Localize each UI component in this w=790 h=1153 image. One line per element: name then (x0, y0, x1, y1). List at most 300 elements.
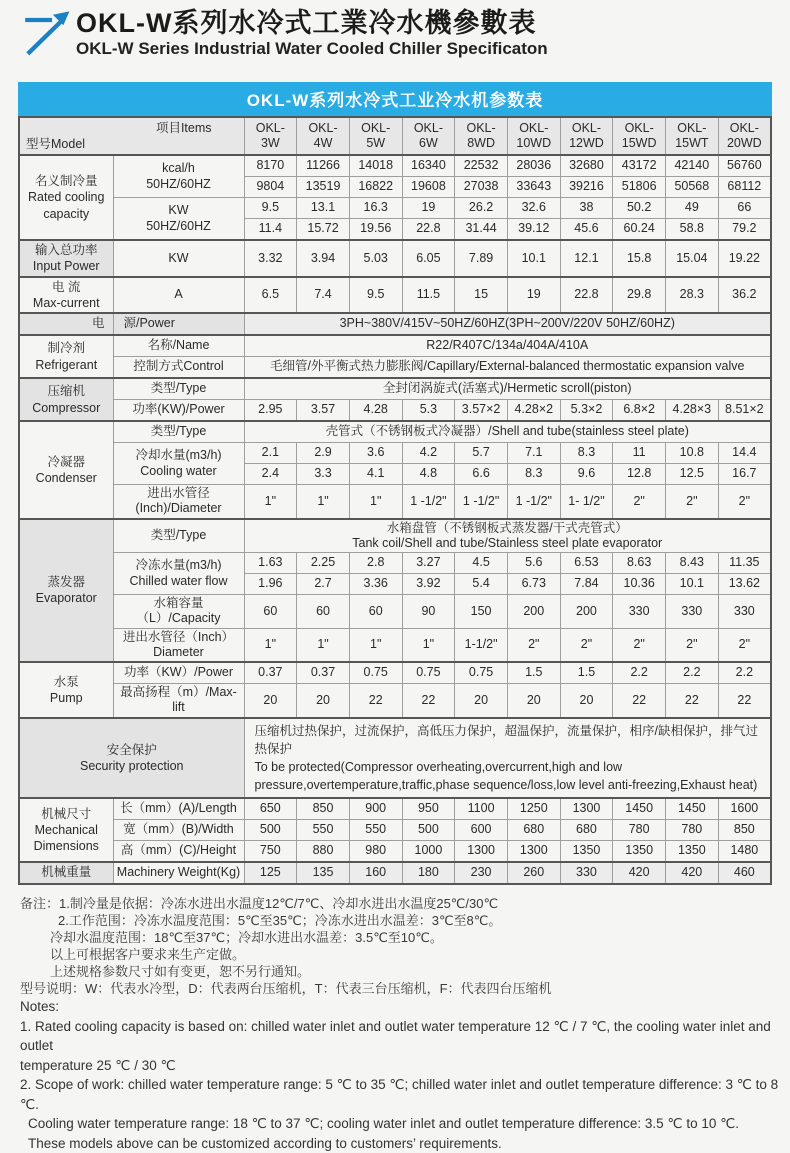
spec-value: 22 (349, 684, 402, 718)
page-header (0, 0, 790, 70)
section-pump (19, 662, 113, 718)
corner-model-label: 型号Model (26, 137, 85, 152)
spec-value: 6.73 (507, 574, 560, 595)
spec-value: 135 (297, 862, 350, 884)
spec-value: 42140 (666, 155, 719, 177)
section-label-zh: 压缩机 (22, 383, 111, 399)
spec-value: 49 (666, 198, 719, 219)
note-line: 型号说明：W：代表水冷型，D：代表两台压缩机，T：代表三台压缩机，F：代表四台压缩机 (20, 980, 790, 997)
section-power-supply: 电 (19, 313, 113, 335)
spec-value: 39.12 (507, 219, 560, 241)
spec-value: 13519 (297, 177, 350, 198)
spec-value: 13.1 (297, 198, 350, 219)
model-line2: 6W (419, 136, 438, 150)
spec-value: 32680 (560, 155, 613, 177)
spec-value: 6.6 (455, 464, 508, 485)
spec-value: 1600 (718, 798, 771, 820)
table-row (19, 718, 771, 799)
table-row (19, 198, 771, 219)
spec-value: 7.84 (560, 574, 613, 595)
section-compressor (19, 378, 113, 421)
evap-type-en: Tank coil/Shell and tube/Stainless steel plate evaporator (247, 536, 769, 551)
spec-value: 22532 (455, 155, 508, 177)
spec-value: 1" (244, 628, 297, 662)
spec-value: 9.5 (244, 198, 297, 219)
spec-value: 1000 (402, 841, 455, 863)
spec-value: 12.8 (613, 464, 666, 485)
spec-value: 8.51×2 (718, 400, 771, 422)
table-row (19, 862, 771, 884)
spec-value: 5.3×2 (560, 400, 613, 422)
spec-value: 5.3 (402, 400, 455, 422)
table-row (19, 313, 771, 335)
spec-value: 200 (507, 595, 560, 629)
spec-value: 13.62 (718, 574, 771, 595)
item-line2: Diameter (116, 645, 242, 660)
spec-value: 45.6 (560, 219, 613, 241)
item-cooling-water (113, 443, 244, 485)
model-line2: 15WD (622, 136, 657, 150)
spec-value: 15 (455, 277, 508, 314)
section-label-en: Max-current (22, 295, 111, 311)
spec-value: 2" (666, 628, 719, 662)
table-row (19, 798, 771, 820)
spec-value: 10.1 (507, 240, 560, 277)
model-line1: OKL- (519, 121, 548, 135)
spec-value: 420 (666, 862, 719, 884)
spec-value: 230 (455, 862, 508, 884)
item-line2: 50HZ/60HZ (116, 177, 242, 192)
item-line1: 进出水管径 (116, 486, 242, 501)
section-label-zh: 电 流 (22, 279, 111, 295)
security-en1: To be protected(Compressor overheating,overcurrent,high and low (255, 758, 761, 776)
spec-value: 1" (349, 485, 402, 519)
table-row (19, 421, 771, 443)
spec-value: 10.36 (613, 574, 666, 595)
spec-value: 3.6 (349, 443, 402, 464)
section-refrigerant (19, 335, 113, 378)
model-line1: OKL- (361, 121, 390, 135)
spec-value: 8170 (244, 155, 297, 177)
item-line1: 冷却水量(m3/h) (116, 448, 242, 463)
spec-value: 4.28×3 (666, 400, 719, 422)
table-row (19, 400, 771, 422)
spec-table (18, 116, 772, 885)
spec-value: 16822 (349, 177, 402, 198)
section-label-zh: 冷凝器 (22, 454, 111, 470)
spec-value: 3.27 (402, 553, 455, 574)
brand-arrow-icon (20, 8, 72, 58)
spec-value: 12.5 (666, 464, 719, 485)
spec-value: 7.4 (297, 277, 350, 314)
spec-value: 180 (402, 862, 455, 884)
spec-value: 2.4 (244, 464, 297, 485)
section-label-zh: 制冷剂 (22, 340, 111, 356)
table-row (19, 519, 771, 553)
spec-value: 7.89 (455, 240, 508, 277)
spec-value: 38 (560, 198, 613, 219)
section-dimensions (19, 798, 113, 862)
section-condenser (19, 421, 113, 519)
spec-value: 2" (507, 628, 560, 662)
spec-value: 550 (349, 820, 402, 841)
spec-value: 5.6 (507, 553, 560, 574)
spec-value: 11.4 (244, 219, 297, 241)
spec-value: 1 -1/2" (507, 485, 560, 519)
spec-value: 1.5 (507, 662, 560, 684)
spec-value: 2.9 (297, 443, 350, 464)
section-label-en: Pump (22, 690, 111, 706)
spec-value: 20 (297, 684, 350, 718)
spec-value: 3.36 (349, 574, 402, 595)
section-label-en: Mechanical Dimensions (22, 822, 111, 855)
section-label-zh: 机械尺寸 (22, 806, 111, 822)
spec-value: 6.53 (560, 553, 613, 574)
spec-value: 66 (718, 198, 771, 219)
spec-value: 2" (613, 485, 666, 519)
model-header (666, 117, 719, 155)
spec-value: 1350 (560, 841, 613, 863)
section-label-zh: 名义制冷量 (22, 173, 111, 189)
spec-value: 22.8 (402, 219, 455, 241)
condenser-type-value: 壳管式（不锈钢板式冷凝器）/Shell and tube(stainless steel plate) (244, 421, 771, 443)
spec-value: 16.7 (718, 464, 771, 485)
page-subtitle: OKL-W Series Industrial Water Cooled Chiller Specificaton (76, 38, 790, 60)
spec-value: 20 (455, 684, 508, 718)
spec-value: 3.57×2 (455, 400, 508, 422)
spec-value: 28.3 (666, 277, 719, 314)
section-label-en: Input Power (22, 258, 111, 274)
model-line2: 8WD (467, 136, 495, 150)
model-line1: OKL- (467, 121, 496, 135)
table-row (19, 553, 771, 574)
item-comp-power: 功率(KW)/Power (113, 400, 244, 422)
note-line: Notes: (20, 997, 790, 1017)
table-row (19, 628, 771, 662)
spec-value: 200 (560, 595, 613, 629)
model-header (455, 117, 508, 155)
spec-value: 6.05 (402, 240, 455, 277)
spec-value: 650 (244, 798, 297, 820)
spec-value: 2.2 (666, 662, 719, 684)
model-line2: 20WD (727, 136, 762, 150)
spec-value: 43172 (613, 155, 666, 177)
spec-value: 330 (718, 595, 771, 629)
section-weight: 机械重量 (19, 862, 113, 884)
spec-value: 39216 (560, 177, 613, 198)
table-row (19, 155, 771, 177)
spec-value: 1100 (455, 798, 508, 820)
item-max-lift: 最高扬程（m）/Max-lift (113, 684, 244, 718)
table-row (19, 841, 771, 863)
model-line1: OKL- (677, 121, 706, 135)
spec-value: 3.3 (297, 464, 350, 485)
spec-value: 28036 (507, 155, 560, 177)
item-kw-input: KW (113, 240, 244, 277)
note-line: temperature 25 ℃ / 30 ℃ (20, 1056, 790, 1076)
spec-value: 900 (349, 798, 402, 820)
control-value: 毛细管/外平衡式热力膨胀阀/Capillary/External-balanced thermostatic expansion valve (244, 357, 771, 379)
item-pump-power: 功率（KW）/Power (113, 662, 244, 684)
item-power-supply: 源/Power (113, 313, 244, 335)
spec-value: 5.4 (455, 574, 508, 595)
spec-value: 68112 (718, 177, 771, 198)
model-header (402, 117, 455, 155)
spec-value: 1" (402, 628, 455, 662)
section-label-en: Condenser (22, 470, 111, 486)
item-capacity: 水箱容量（L）/Capacity (113, 595, 244, 629)
section-evaporator (19, 519, 113, 663)
spec-value: 32.6 (507, 198, 560, 219)
spec-value: 1" (297, 628, 350, 662)
spec-value: 2" (718, 628, 771, 662)
spec-value: 15.04 (666, 240, 719, 277)
spec-value: 60 (297, 595, 350, 629)
table-row (19, 277, 771, 314)
spec-value: 780 (666, 820, 719, 841)
spec-value: 9.6 (560, 464, 613, 485)
spec-value: 8.43 (666, 553, 719, 574)
spec-value: 850 (718, 820, 771, 841)
model-header (244, 117, 297, 155)
spec-value: 2.2 (613, 662, 666, 684)
spec-value: 8.63 (613, 553, 666, 574)
spec-value: 16.3 (349, 198, 402, 219)
spec-value: 22 (402, 684, 455, 718)
item-width: 宽（mm）(B)/Width (113, 820, 244, 841)
spec-value: 6.8×2 (613, 400, 666, 422)
spec-value: 3.32 (244, 240, 297, 277)
spec-value: 1 -1/2" (455, 485, 508, 519)
note-line: 1. Rated cooling capacity is based on: chilled water inlet and outlet water temperature 12 ℃ / 7 ℃, the cooling water inlet and outlet (20, 1017, 790, 1056)
spec-value: 680 (507, 820, 560, 841)
spec-value: 60 (244, 595, 297, 629)
item-kw (113, 198, 244, 241)
spec-value: 4.2 (402, 443, 455, 464)
model-header (613, 117, 666, 155)
spec-value: 680 (560, 820, 613, 841)
spec-value: 4.1 (349, 464, 402, 485)
spec-value: 550 (297, 820, 350, 841)
table-row (19, 684, 771, 718)
item-line2: (Inch)/Diameter (116, 501, 242, 516)
spec-value: 14018 (349, 155, 402, 177)
security-en2: pressure,overtemperature,traffic,phase sequence/loss,low level anti-freezing,Exhaust heat) (255, 776, 761, 794)
spec-value: 1 -1/2" (402, 485, 455, 519)
spec-value: 850 (297, 798, 350, 820)
spec-value: 1.5 (560, 662, 613, 684)
spec-value: 1350 (666, 841, 719, 863)
spec-value: 11.35 (718, 553, 771, 574)
spec-value: 2.95 (244, 400, 297, 422)
model-line2: 3W (261, 136, 280, 150)
spec-value: 1350 (613, 841, 666, 863)
spec-value: 2.1 (244, 443, 297, 464)
model-header (349, 117, 402, 155)
model-header (507, 117, 560, 155)
spec-value: 22 (666, 684, 719, 718)
spec-value: 11266 (297, 155, 350, 177)
item-line1: 冷冻水量(m3/h) (116, 558, 242, 573)
model-header (297, 117, 350, 155)
spec-value: 9804 (244, 177, 297, 198)
spec-value: 0.75 (455, 662, 508, 684)
spec-value: 2.25 (297, 553, 350, 574)
model-line1: OKL- (308, 121, 337, 135)
model-header (718, 117, 771, 155)
model-line1: OKL- (414, 121, 443, 135)
spec-value: 1300 (455, 841, 508, 863)
spec-value: 125 (244, 862, 297, 884)
model-line1: OKL- (625, 121, 654, 135)
table-row (19, 335, 771, 357)
note-line: 冷却水温度范围：18℃至37℃；冷却水进出水温差：3.5℃至10℃。 (20, 929, 790, 946)
note-line: These models above can be customized according to customers’ requirements. (20, 1134, 790, 1153)
item-height: 高（mm）(C)/Height (113, 841, 244, 863)
spec-value: 1450 (666, 798, 719, 820)
item-type: 类型/Type (113, 421, 244, 443)
spec-value: 980 (349, 841, 402, 863)
spec-value: 780 (613, 820, 666, 841)
item-evap-pipe (113, 628, 244, 662)
section-current (19, 277, 113, 314)
spec-value: 7.1 (507, 443, 560, 464)
spec-value: 1.63 (244, 553, 297, 574)
section-label-zh: 水泵 (22, 674, 111, 690)
spec-value: 9.5 (349, 277, 402, 314)
spec-value: 460 (718, 862, 771, 884)
item-line2: Chilled water flow (116, 574, 242, 589)
compressor-type-value: 全封闭涡旋式(活塞式)/Hermetic scroll(piston) (244, 378, 771, 400)
spec-value: 4.28 (349, 400, 402, 422)
section-label-en: Rated cooling capacity (22, 189, 111, 222)
table-title: OKL-W系列水冷式工业冷水机参数表 (18, 82, 772, 116)
spec-value: 0.37 (297, 662, 350, 684)
table-row (19, 443, 771, 464)
item-type: 类型/Type (113, 378, 244, 400)
spec-value: 750 (244, 841, 297, 863)
spec-value: 22 (718, 684, 771, 718)
item-control: 控制方式Control (113, 357, 244, 379)
spec-value: 27038 (455, 177, 508, 198)
spec-value: 0.37 (244, 662, 297, 684)
spec-value: 22 (613, 684, 666, 718)
spec-value: 1300 (507, 841, 560, 863)
spec-value: 19.22 (718, 240, 771, 277)
spec-value: 2" (718, 485, 771, 519)
table-row (19, 240, 771, 277)
section-label-en: Compressor (22, 400, 111, 416)
corner-cell (19, 117, 244, 155)
table-row (19, 378, 771, 400)
spec-value: 2" (613, 628, 666, 662)
model-header (560, 117, 613, 155)
spec-value: 1- 1/2" (560, 485, 613, 519)
spec-value: 1300 (560, 798, 613, 820)
spec-value: 1480 (718, 841, 771, 863)
evaporator-type-value (244, 519, 771, 553)
spec-value: 2.2 (718, 662, 771, 684)
spec-value: 51806 (613, 177, 666, 198)
spec-value: 11.5 (402, 277, 455, 314)
spec-value: 4.8 (402, 464, 455, 485)
section-label-en: Refrigerant (22, 357, 111, 373)
spec-value: 500 (402, 820, 455, 841)
note-line: 备注：1.制冷量是依据：冷冻水进出水温度12℃/7℃、冷却水进出水温度25℃/30℃ (20, 895, 790, 912)
spec-value: 330 (666, 595, 719, 629)
spec-value: 2" (666, 485, 719, 519)
item-line2: 50HZ/60HZ (116, 219, 242, 234)
model-line1: OKL- (256, 121, 285, 135)
model-header-row (19, 117, 771, 155)
spec-value: 58.8 (666, 219, 719, 241)
spec-value: 15.8 (613, 240, 666, 277)
section-label-en: Security protection (22, 758, 242, 774)
spec-value: 950 (402, 798, 455, 820)
spec-value: 1.96 (244, 574, 297, 595)
item-chilled-water (113, 553, 244, 595)
spec-value: 880 (297, 841, 350, 863)
section-label-zh: 输入总功率 (22, 242, 111, 258)
spec-value: 2.8 (349, 553, 402, 574)
page-title: OKL-W系列水冷式工業冷水機參數表 (76, 8, 790, 38)
spec-value: 19.56 (349, 219, 402, 241)
spec-value: 33643 (507, 177, 560, 198)
spec-value: 1" (349, 628, 402, 662)
note-line: 以上可根据客户要求来生产定做。 (20, 946, 790, 963)
spec-value: 90 (402, 595, 455, 629)
note-line: 2.工作范围：冷冻水温度范围：5℃至35℃；冷冻水进出水温差：3℃至8℃。 (20, 912, 790, 929)
spec-value: 1450 (613, 798, 666, 820)
item-line1: 进出水管径（Inch） (116, 630, 242, 645)
model-line2: 15WT (675, 136, 708, 150)
spec-value: 14.4 (718, 443, 771, 464)
spec-value: 330 (560, 862, 613, 884)
table-row (19, 485, 771, 519)
section-input-power (19, 240, 113, 277)
spec-value: 6.5 (244, 277, 297, 314)
power-supply-value: 3PH~380V/415V~50HZ/60HZ(3PH~200V/220V 50HZ/60HZ) (244, 313, 771, 335)
spec-value: 8.3 (560, 443, 613, 464)
evap-type-zh: 水箱盘管（不锈钢板式蒸发器/干式壳管式） (247, 521, 769, 536)
spec-value: 10.1 (666, 574, 719, 595)
section-label-en: Evaporator (22, 590, 111, 606)
spec-value: 1" (244, 485, 297, 519)
spec-value: 36.2 (718, 277, 771, 314)
spec-value: 8.3 (507, 464, 560, 485)
spec-value: 12.1 (560, 240, 613, 277)
table-row (19, 820, 771, 841)
section-label-zh: 蒸发器 (22, 574, 111, 590)
spec-value: 4.28×2 (507, 400, 560, 422)
item-line2: Cooling water (116, 464, 242, 479)
spec-value: 5.7 (455, 443, 508, 464)
note-line: 上述规格参数尺寸如有变更，恕不另行通知。 (20, 963, 790, 980)
spec-value: 1250 (507, 798, 560, 820)
item-line1: KW (116, 203, 242, 218)
spec-value: 5.03 (349, 240, 402, 277)
spec-value: 500 (244, 820, 297, 841)
item-type: 类型/Type (113, 519, 244, 553)
spec-value: 2.7 (297, 574, 350, 595)
spec-value: 79.2 (718, 219, 771, 241)
corner-items-label: 项目Items (156, 121, 212, 136)
spec-value: 60 (349, 595, 402, 629)
spec-value: 1-1/2" (455, 628, 508, 662)
section-security (19, 718, 244, 799)
spec-value: 16340 (402, 155, 455, 177)
spec-value: 20 (507, 684, 560, 718)
